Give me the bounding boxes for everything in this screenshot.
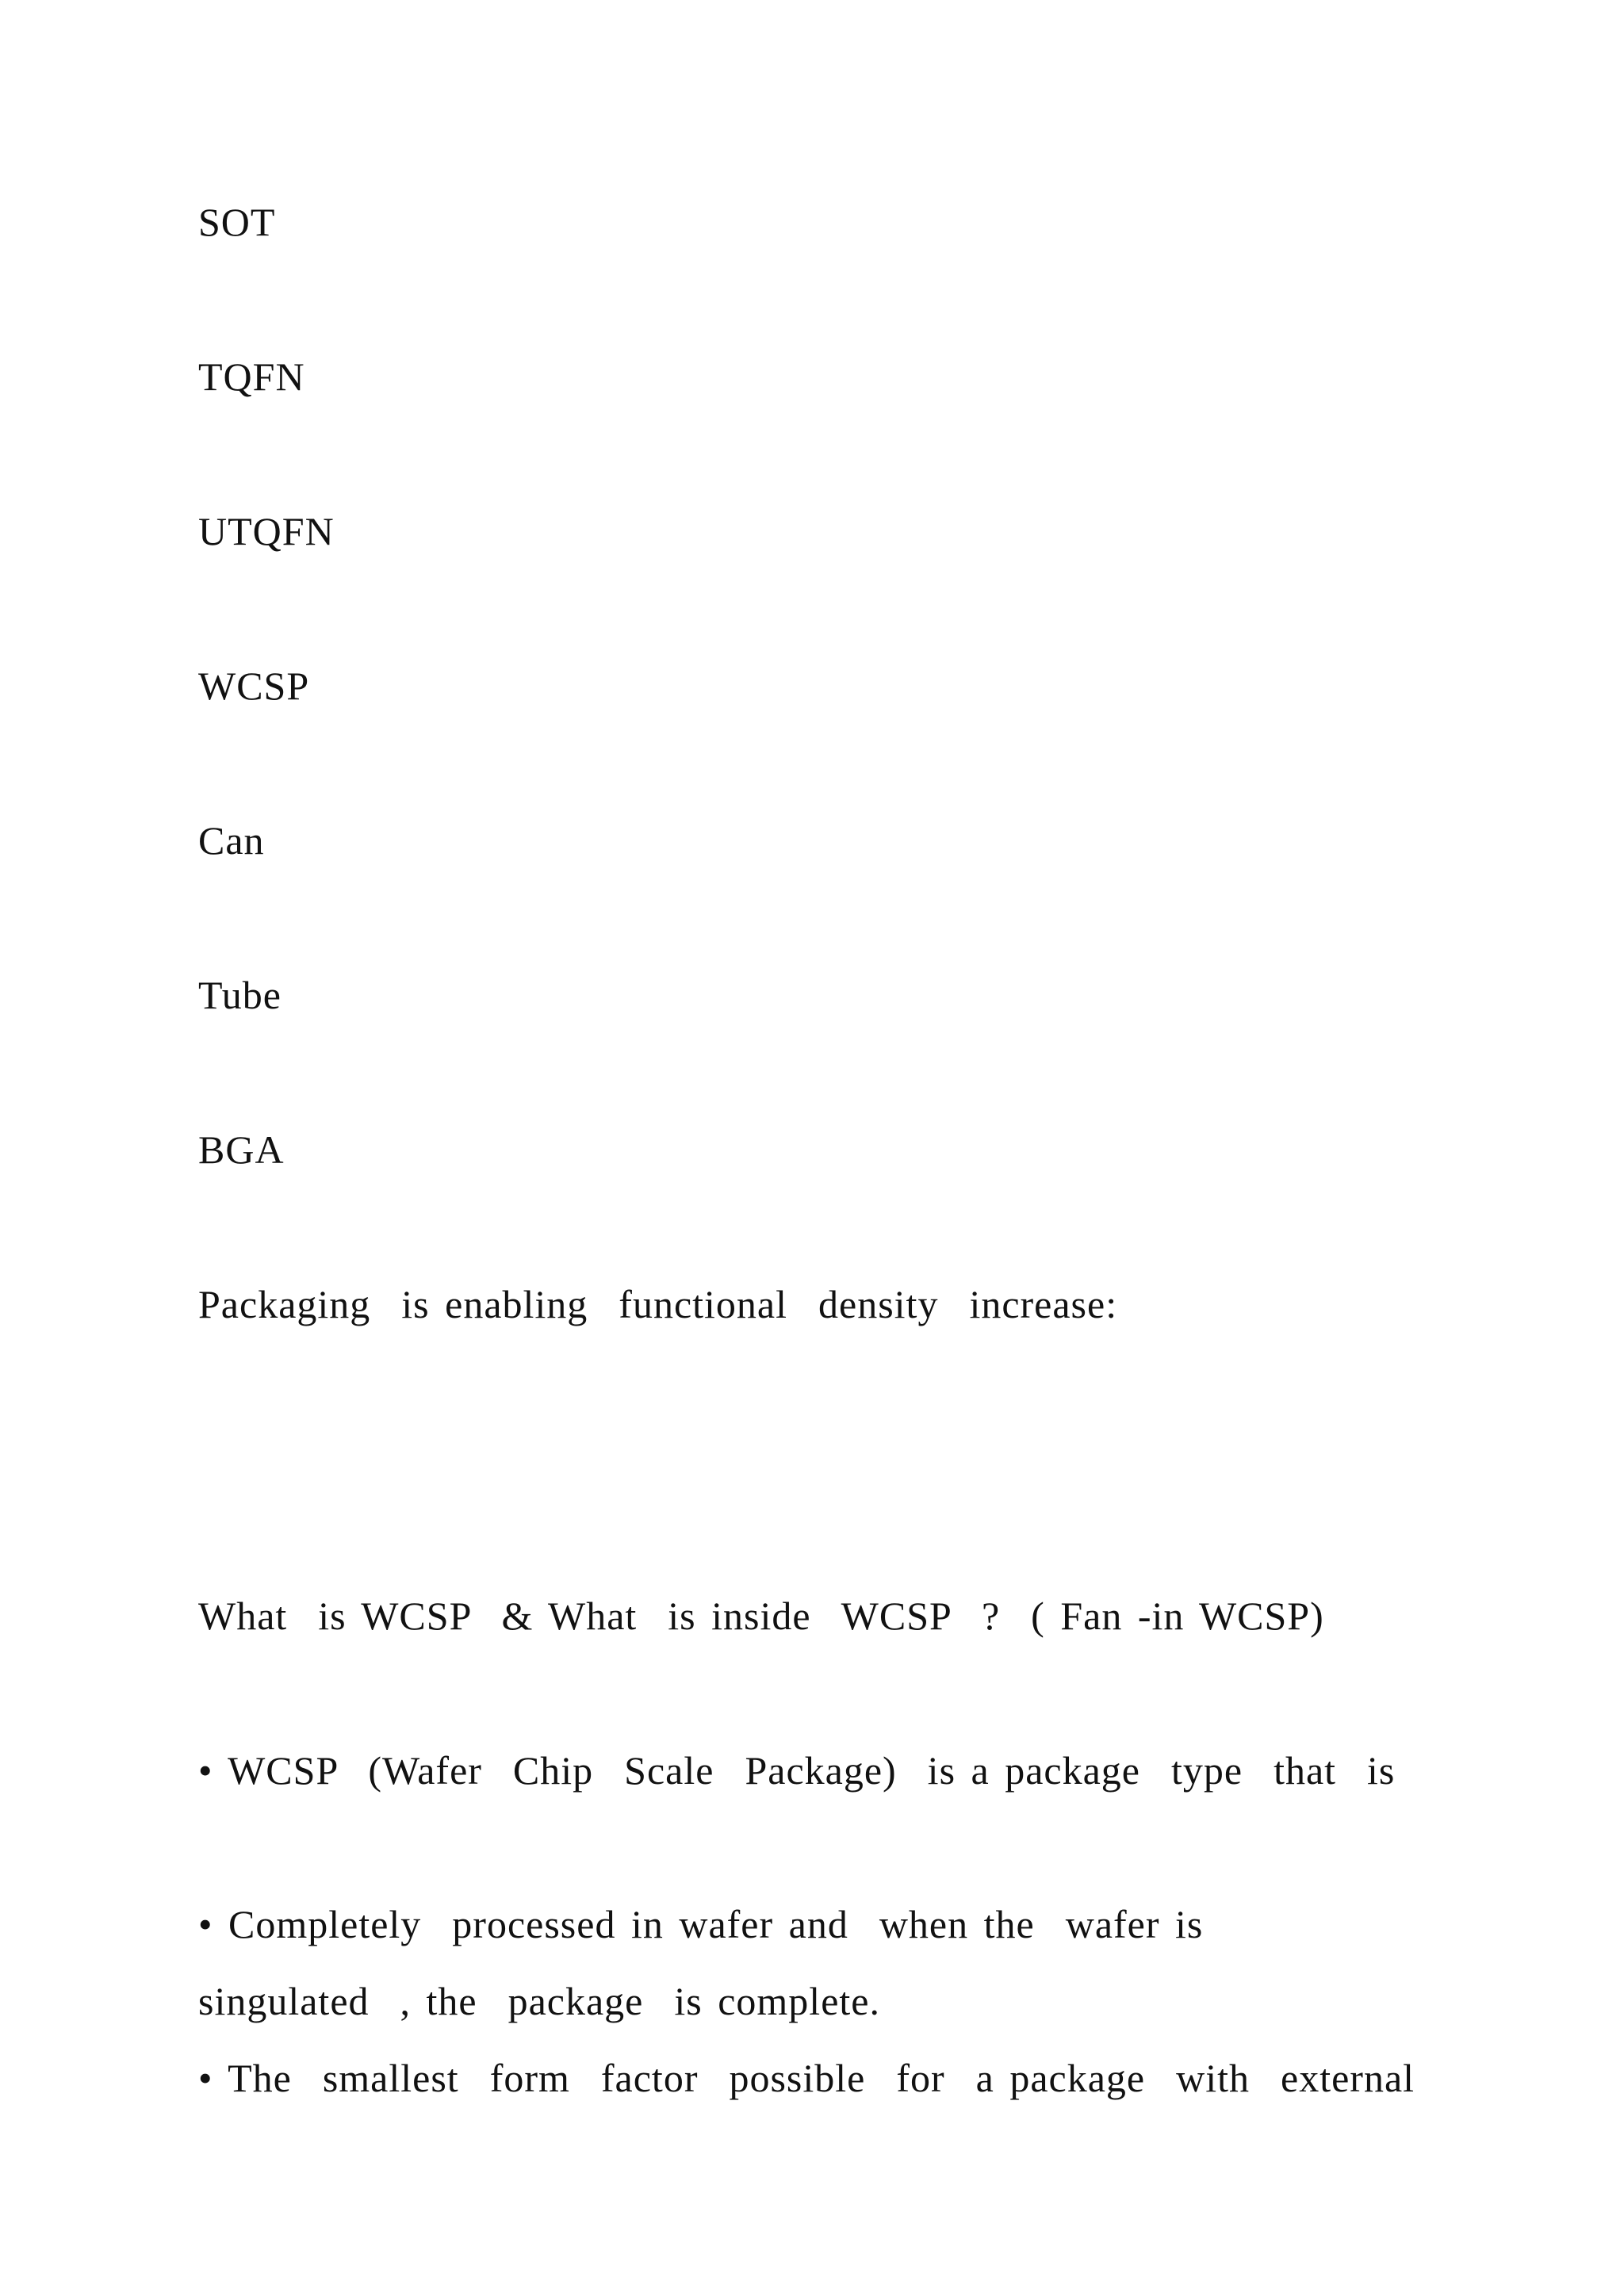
package-type-can: Can [198,818,265,863]
package-type-wcsp: WCSP [198,664,310,708]
package-type-tube: Tube [198,973,282,1017]
package-type-tqfn: TQFN [198,354,305,399]
package-type-utqfn: UTQFN [198,509,335,553]
package-type-bga: BGA [198,1127,285,1172]
bullet-wafer-processing: • Completely processed in wafer and when the wafer is [198,1902,1204,1946]
packaging-density-statement: Packaging is enabling functional density increase: [198,1282,1118,1326]
bullet-wcsp-definition: • WCSP (Wafer Chip Scale Package) is a package type that is [198,1748,1396,1793]
bullet-wafer-processing-continued: singulated , the package is complete. [198,1979,880,2023]
package-type-sot: SOT [198,200,276,244]
wcsp-section-heading: What is WCSP & What is inside WCSP ? ( Fan -in WCSP) [198,1594,1324,1638]
bullet-smallest-form-factor: • The smallest form factor possible for a package with external [198,2056,1415,2100]
